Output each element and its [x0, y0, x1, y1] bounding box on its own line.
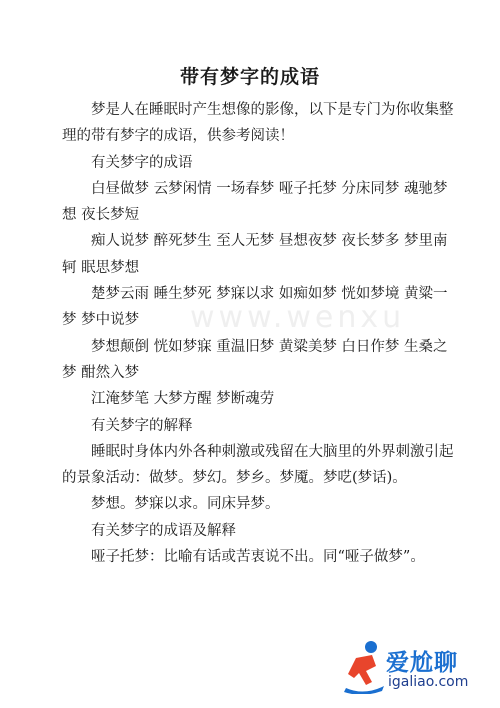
logo-name: 爱尬聊: [386, 650, 458, 676]
section-heading-idioms: 有关梦字的成语: [91, 154, 193, 171]
document-title: 带有梦字的成语: [179, 66, 320, 88]
meaning-paragraph: 睡眠时身体内外各种刺激或残留在大脑里的外界刺激引起的景象活动：做梦。梦幻。梦乡。梦魇。梦呓(梦话)。: [62, 443, 454, 487]
logo-url: igaliao.com: [388, 674, 469, 690]
explanation-paragraph: 哑子托梦：比喻有话或苦衷说不出。同“哑子做梦”。: [91, 549, 425, 566]
section-heading-meaning: 有关梦字的解释: [91, 417, 193, 434]
watermark: www.wenxu: [190, 300, 406, 335]
idiom-list-1: 白昼做梦 云梦闲情 一场春梦 哑子托梦 分床同梦 魂驰梦想 夜长梦短: [62, 180, 448, 224]
section-heading-explanations: 有关梦字的成语及解释: [91, 522, 236, 539]
running-person-icon: [342, 638, 386, 694]
idiom-list-4: 梦想颠倒 恍如梦寐 重温旧梦 黄粱美梦 白日作梦 生桑之梦 酣然入梦: [62, 338, 448, 381]
meaning-examples: 梦想。梦寐以求。同床异梦。: [91, 496, 280, 513]
site-logo[interactable]: [342, 638, 492, 700]
idiom-list-3: 楚梦云雨 睡生梦死 梦寐以求 如痴如梦 恍如梦境 黄粱一梦 梦中说梦: [62, 286, 448, 329]
intro-paragraph: 梦是人在睡眠时产生想像的影像，以下是专门为你收集整理的带有梦字的成语，供参考阅读！: [62, 102, 454, 145]
idiom-list-2: 痴人说梦 醉死梦生 至人无梦 昼想夜梦 夜长梦多 梦里南轲 眠思梦想: [62, 233, 448, 276]
idiom-list-5: 江淹梦笔 大梦方醒 梦断魂劳: [91, 391, 275, 408]
document-body: [62, 97, 457, 570]
